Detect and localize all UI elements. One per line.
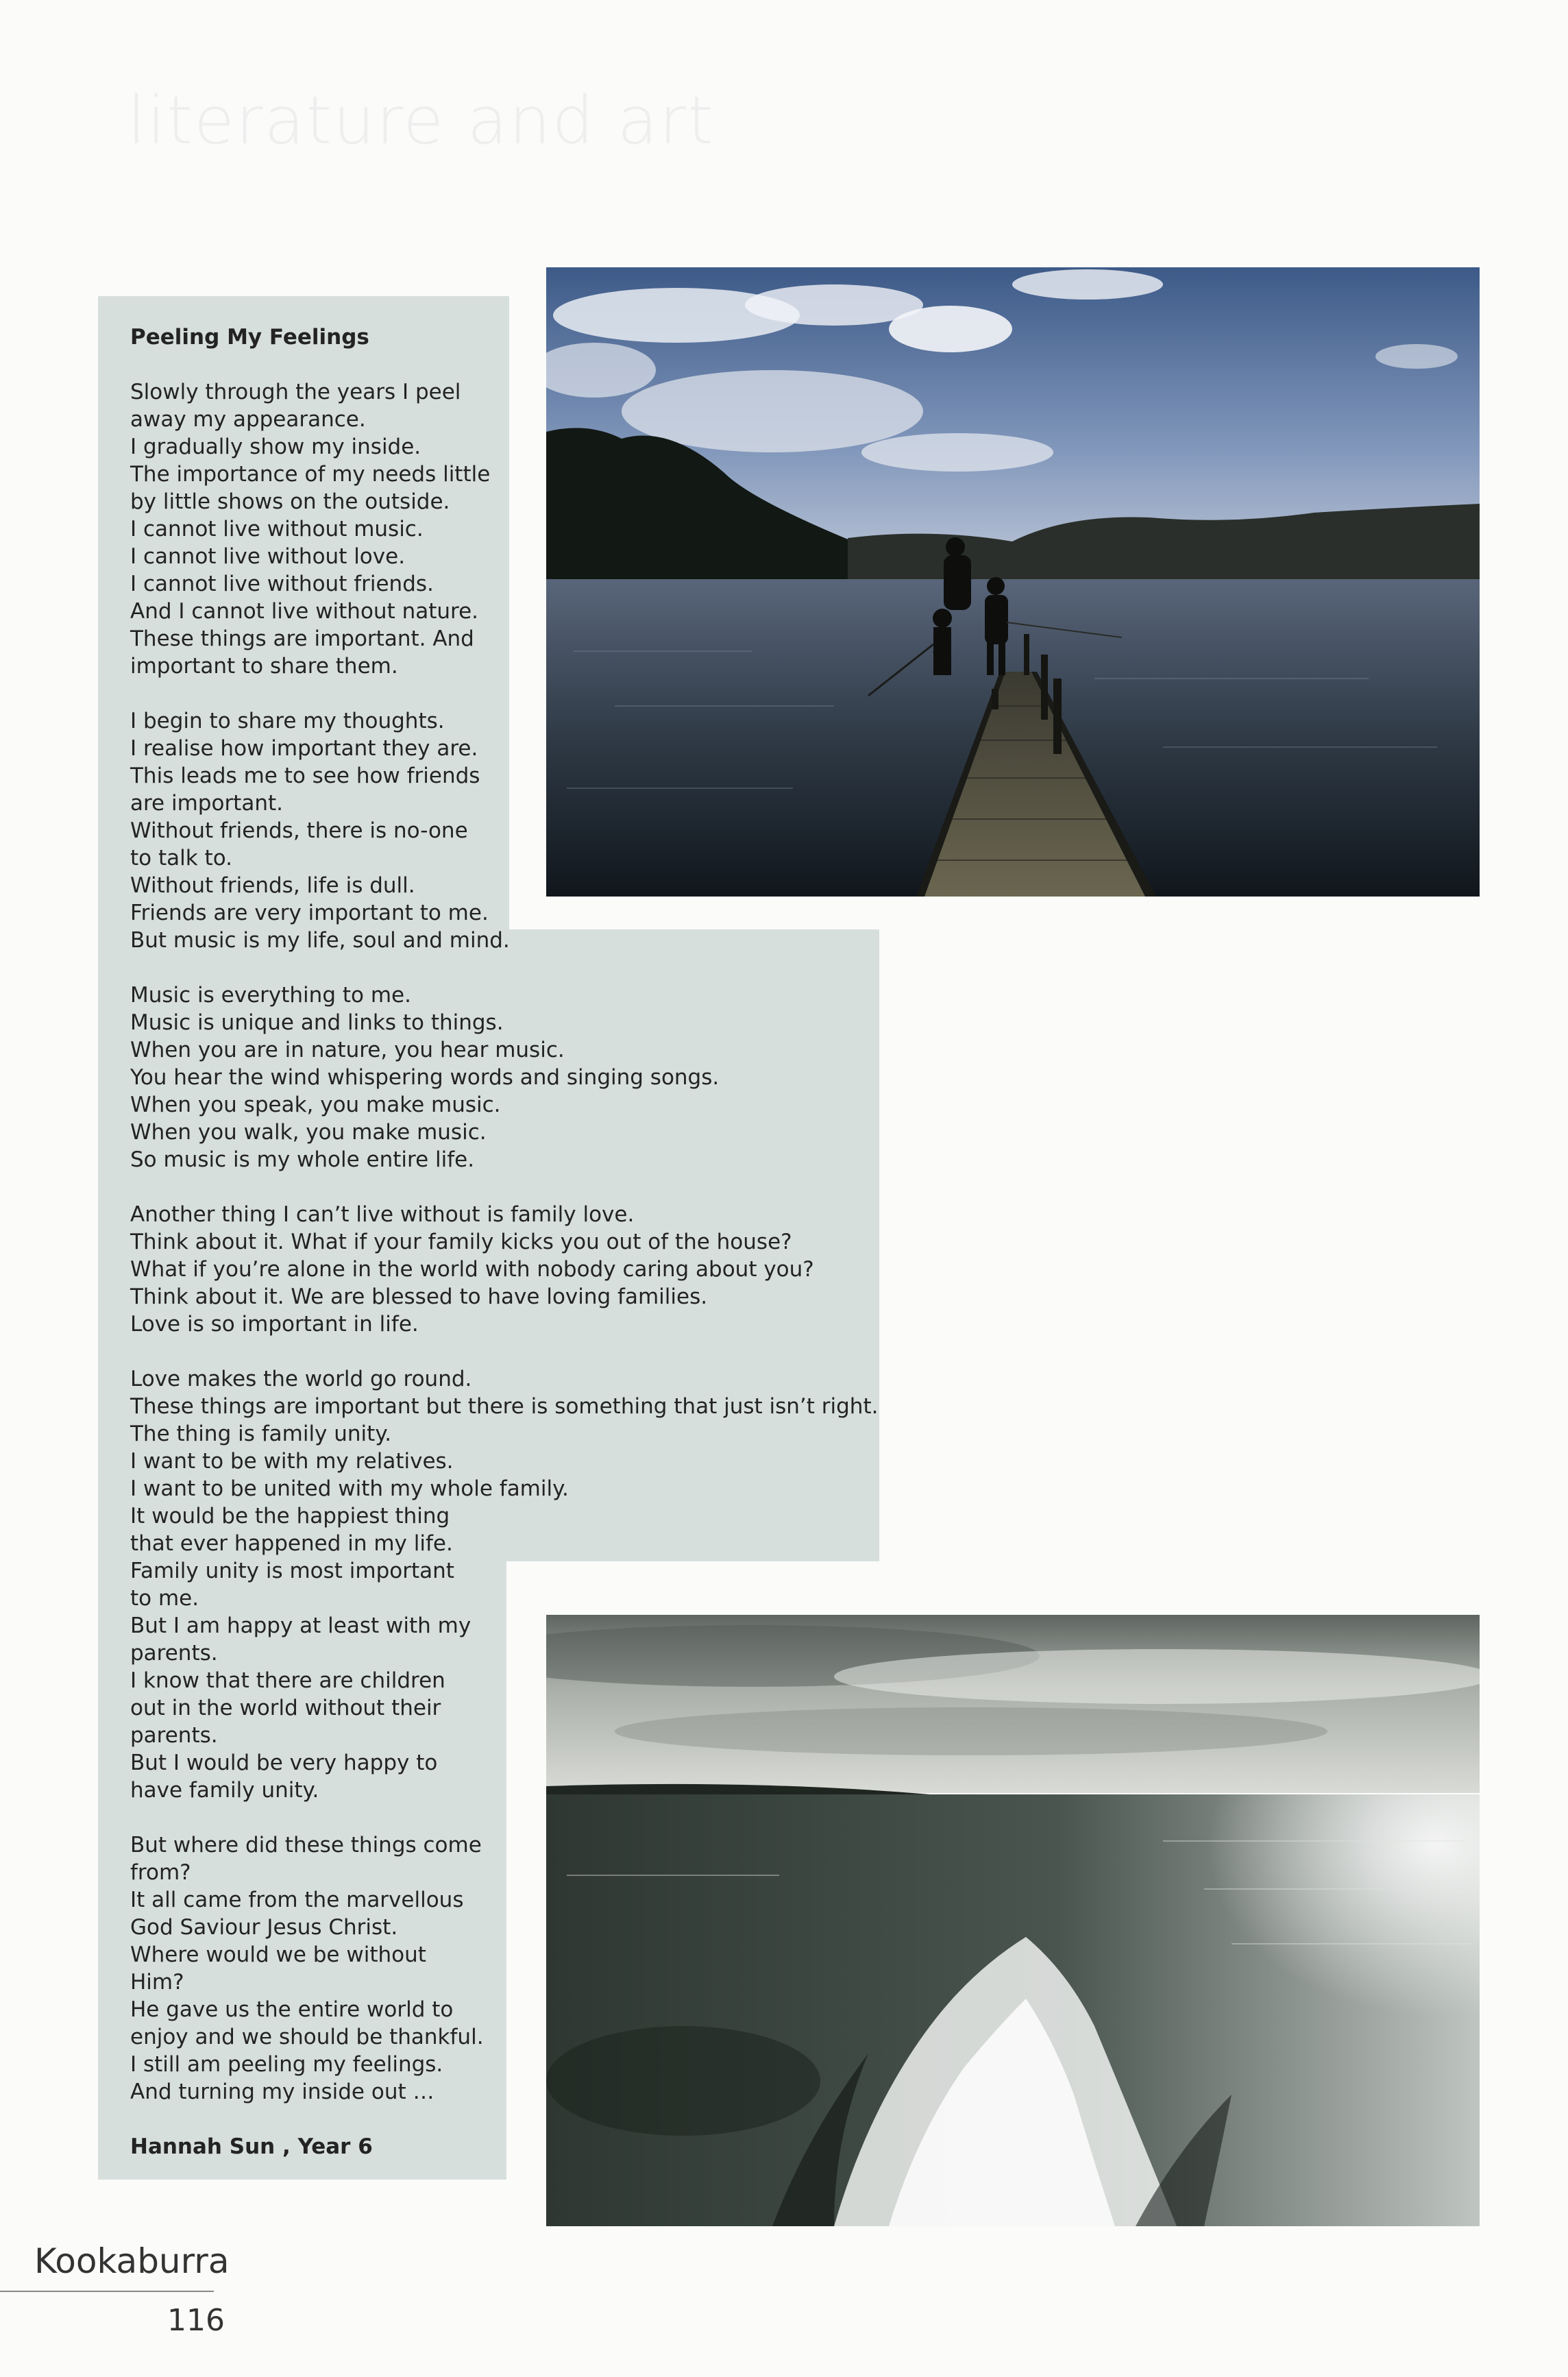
poem-line: And turning my inside out …	[130, 2080, 434, 2104]
poem-line: The thing is family unity.	[130, 1422, 392, 1446]
poem-line: He gave us the entire world to	[130, 1997, 454, 2022]
poem-line: I realise how important they are.	[130, 736, 478, 761]
poem-line: enjoy and we should be thankful.	[130, 2025, 484, 2049]
poem-line: Another thing I can’t live without is family love.	[130, 1202, 635, 1227]
poem-title: Peeling My Feelings	[130, 325, 369, 350]
poem-line: I want to be with my relatives.	[130, 1449, 454, 1474]
page-number: 116	[167, 2303, 225, 2338]
poem-line: This leads me to see how friends	[130, 764, 480, 788]
boat-wake-photo	[546, 1615, 1480, 2226]
poem-line: from?	[130, 1860, 191, 1885]
poem-line: God Saviour Jesus Christ.	[130, 1915, 398, 1940]
poem-line: Slowly through the years I peel	[130, 380, 461, 404]
poem-line: Without friends, life is dull.	[130, 873, 415, 898]
poem-line: out in the world without their	[130, 1696, 441, 1720]
poem-line: You hear the wind whispering words and singing songs.	[130, 1065, 720, 1090]
poem-line: But where did these things come	[130, 1833, 482, 1857]
poem-line: to me.	[130, 1586, 199, 1611]
footer-divider	[0, 2291, 214, 2292]
poem-line: Without friends, there is no-one	[130, 818, 468, 843]
poem-line: I cannot live without music.	[130, 517, 424, 541]
poem-line: I cannot live without friends.	[130, 572, 434, 596]
poem-line: by little shows on the outside.	[130, 489, 450, 514]
poem-line: Think about it. What if your family kicks you out of the house?	[130, 1230, 792, 1254]
poem-line: So music is my whole entire life.	[130, 1147, 475, 1172]
poem-line: What if you’re alone in the world with nobody caring about you?	[130, 1257, 814, 1282]
poem-line: Think about it. We are blessed to have loving families.	[130, 1284, 708, 1309]
poem-line: Music is everything to me.	[130, 983, 411, 1008]
poem-line: These things are important. And	[130, 626, 474, 651]
lake-jetty-photo	[546, 267, 1480, 897]
poem-line: Him?	[130, 1970, 184, 1995]
poem-line: When you are in nature, you hear music.	[130, 1038, 565, 1062]
poem-line: The importance of my needs little	[130, 462, 491, 487]
poem-line: parents.	[130, 1723, 218, 1748]
poem-line: I know that there are children	[130, 1668, 445, 1693]
poem-line: I still am peeling my feelings.	[130, 2052, 443, 2077]
poem-line: that ever happened in my life.	[130, 1531, 453, 1556]
poem-stanza	[130, 982, 870, 1173]
poem-line: Music is unique and links to things.	[130, 1010, 504, 1035]
poem-line: parents.	[130, 1641, 218, 1666]
poem-line: have family unity.	[130, 1778, 319, 1803]
poem-line: These things are important but there is something that just isn’t right.	[130, 1394, 879, 1419]
poem-line: When you walk, you make music.	[130, 1120, 487, 1145]
poem-line: Where would we be without	[130, 1942, 426, 1967]
poem-line: important to share them.	[130, 654, 398, 679]
poem-line: But music is my life, soul and mind.	[130, 928, 510, 953]
poem-line: I want to be united with my whole family.	[130, 1476, 569, 1501]
poem-line: I begin to share my thoughts.	[130, 709, 445, 733]
poem-line: Family unity is most important	[130, 1559, 454, 1583]
poem-line: to talk to.	[130, 846, 232, 870]
poem-line: But I am happy at least with my	[130, 1613, 471, 1638]
poem-line: away my appearance.	[130, 407, 366, 432]
publication-name: Kookaburra	[34, 2241, 230, 2281]
poem-line: Love makes the world go round.	[130, 1367, 472, 1391]
poem-line: And I cannot live without nature.	[130, 599, 479, 624]
poem-line: I cannot live without love.	[130, 544, 406, 569]
poem-line: It all came from the marvellous	[130, 1888, 464, 1912]
poem-line: Friends are very important to me.	[130, 901, 489, 925]
poem-line: It would be the happiest thing	[130, 1504, 450, 1528]
poem-line: Love is so important in life.	[130, 1312, 419, 1337]
poem-author: Hannah Sun , Year 6	[130, 2134, 373, 2159]
poem-line: But I would be very happy to	[130, 1751, 438, 1775]
poem-line: I gradually show my inside.	[130, 435, 421, 459]
poem-stanza	[130, 1201, 870, 1338]
section-title: literature and art	[127, 82, 715, 159]
poem-line: are important.	[130, 791, 283, 816]
poem-line: When you speak, you make music.	[130, 1093, 501, 1117]
